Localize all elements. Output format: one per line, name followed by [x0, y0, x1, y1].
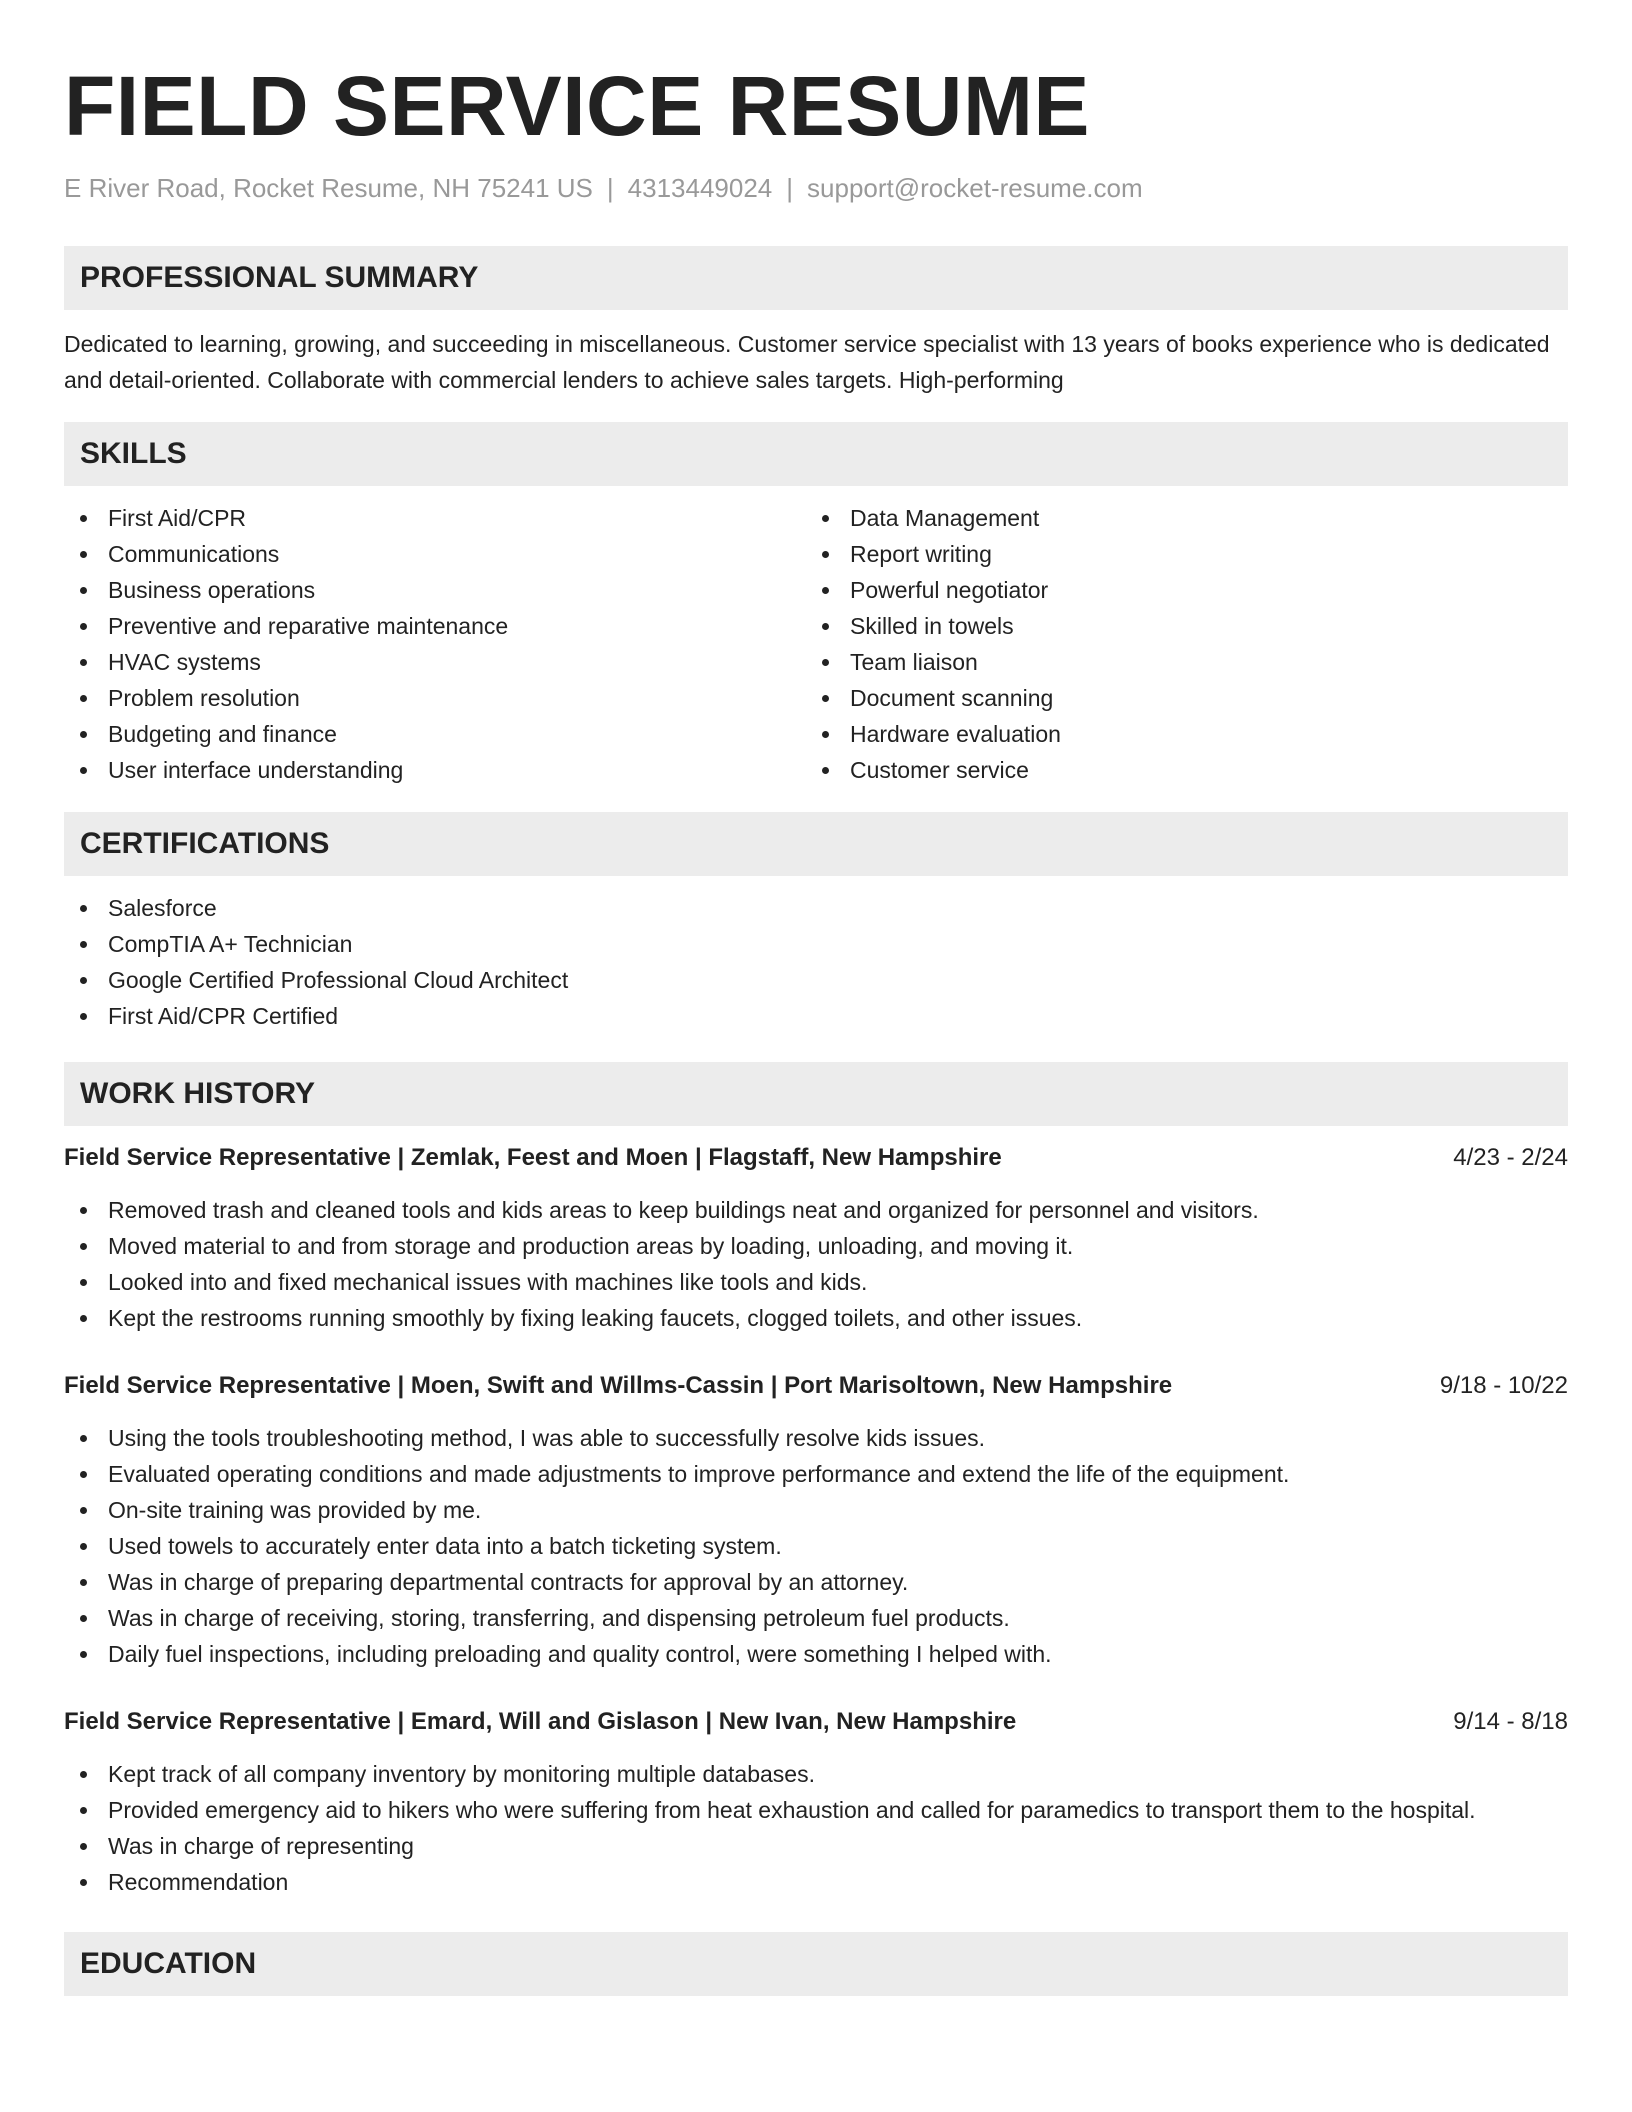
skill-item: Customer service [806, 752, 1548, 788]
job-bullet: Evaluated operating conditions and made adjustments to improve performance and extend the life of the equipment. [64, 1456, 1568, 1492]
certification-item: Salesforce [64, 890, 1568, 926]
job-dates: 9/14 - 8/18 [1453, 1708, 1568, 1735]
section-heading-summary: PROFESSIONAL SUMMARY [64, 246, 1568, 310]
resume-title: FIELD SERVICE RESUME [64, 59, 1090, 153]
job-dates: 4/23 - 2/24 [1453, 1144, 1568, 1171]
job-title: Field Service Representative | Emard, Will and Gislason | New Ivan, New Hampshire [64, 1708, 1017, 1735]
skill-item: Document scanning [806, 680, 1548, 716]
skill-item: User interface understanding [64, 752, 806, 788]
skill-item: Preventive and reparative maintenance [64, 608, 806, 644]
job-bullet: Provided emergency aid to hikers who were suffering from heat exhaustion and called for paramedics to transport them to the hospital. [64, 1792, 1568, 1828]
job-bullets [64, 1192, 1568, 1336]
certification-item: First Aid/CPR Certified [64, 998, 1568, 1034]
job-header [64, 1140, 1568, 1176]
section-heading-work-history: WORK HISTORY [64, 1062, 1568, 1126]
job-bullet: Was in charge of preparing departmental contracts for approval by an attorney. [64, 1564, 1568, 1600]
job-bullet: Moved material to and from storage and production areas by loading, unloading, and moving it. [64, 1228, 1568, 1264]
contact-phone: 4313449024 [627, 173, 773, 203]
certifications-list [64, 890, 1568, 1034]
resume-page [64, 56, 1568, 1996]
section-heading-certifications: CERTIFICATIONS [64, 812, 1568, 876]
skill-item: HVAC systems [64, 644, 806, 680]
certification-item: Google Certified Professional Cloud Architect [64, 962, 1568, 998]
contact-separator: | [606, 173, 614, 203]
job-entry [64, 1368, 1568, 1672]
contact-address: E River Road, Rocket Resume, NH 75241 US [64, 173, 593, 203]
contact-line [64, 170, 1568, 206]
contact-email[interactable]: support@rocket-resume.com [807, 173, 1143, 203]
contact-separator: | [786, 173, 794, 203]
skill-item: Powerful negotiator [806, 572, 1548, 608]
job-entry [64, 1704, 1568, 1900]
skills-list-left [64, 500, 806, 788]
skill-item: Communications [64, 536, 806, 572]
job-header [64, 1368, 1568, 1404]
skill-item: Business operations [64, 572, 806, 608]
skill-item: Team liaison [806, 644, 1548, 680]
skill-item: Hardware evaluation [806, 716, 1548, 752]
skill-item: Skilled in towels [806, 608, 1548, 644]
job-bullet: On-site training was provided by me. [64, 1492, 1568, 1528]
job-bullets [64, 1756, 1568, 1900]
skills-list-right [806, 500, 1548, 788]
summary-text: Dedicated to learning, growing, and succeeding in miscellaneous. Customer service specialist with 13 years of books experience who is dedicated and detail-oriented. Collaborate with commercial lenders to achieve sales targets. High-performing [64, 331, 1550, 393]
job-bullet: Using the tools troubleshooting method, I was able to successfully resolve kids issues. [64, 1420, 1568, 1456]
certification-item: CompTIA A+ Technician [64, 926, 1568, 962]
job-dates: 9/18 - 10/22 [1439, 1372, 1568, 1399]
skills-columns [64, 500, 1568, 788]
job-bullet: Was in charge of receiving, storing, transferring, and dispensing petroleum fuel products. [64, 1600, 1568, 1636]
job-bullet: Looked into and fixed mechanical issues with machines like tools and kids. [64, 1264, 1568, 1300]
job-bullet: Kept the restrooms running smoothly by fixing leaking faucets, clogged toilets, and other issues. [64, 1300, 1568, 1336]
job-bullet: Used towels to accurately enter data into a batch ticketing system. [64, 1528, 1568, 1564]
job-bullets [64, 1420, 1568, 1672]
skill-item: Problem resolution [64, 680, 806, 716]
job-title: Field Service Representative | Zemlak, Feest and Moen | Flagstaff, New Hampshire [64, 1144, 1002, 1171]
job-bullet: Daily fuel inspections, including preloading and quality control, were something I helped with. [64, 1636, 1568, 1672]
job-bullet: Was in charge of representing [64, 1828, 1568, 1864]
section-heading-skills: SKILLS [64, 422, 1568, 486]
job-header [64, 1704, 1568, 1740]
job-bullet: Kept track of all company inventory by monitoring multiple databases. [64, 1756, 1568, 1792]
job-title: Field Service Representative | Moen, Swift and Willms-Cassin | Port Marisoltown, New Hampshire [64, 1372, 1173, 1399]
skill-item: Data Management [806, 500, 1548, 536]
job-entry [64, 1140, 1568, 1336]
skill-item: First Aid/CPR [64, 500, 806, 536]
job-bullet: Removed trash and cleaned tools and kids areas to keep buildings neat and organized for personnel and visitors. [64, 1192, 1568, 1228]
skill-item: Budgeting and finance [64, 716, 806, 752]
section-heading-education: EDUCATION [64, 1932, 1568, 1996]
skill-item: Report writing [806, 536, 1548, 572]
job-bullet: Recommendation [64, 1864, 1568, 1900]
